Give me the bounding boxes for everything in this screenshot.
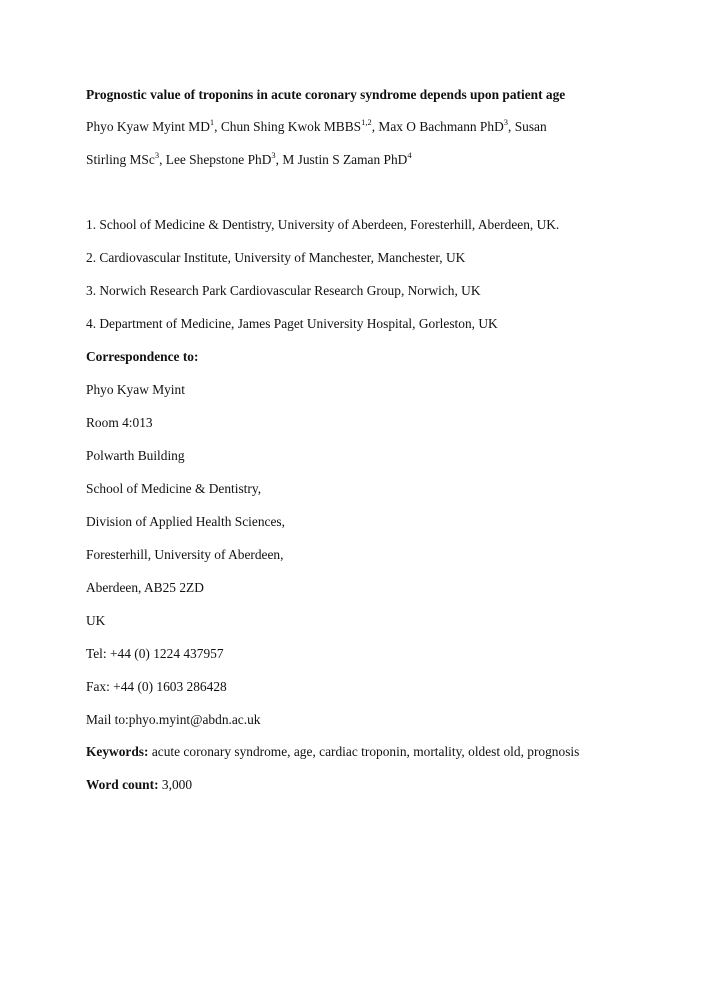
keywords-line bbox=[86, 744, 579, 760]
correspondence-division: Division of Applied Health Sciences, bbox=[86, 514, 285, 529]
correspondence-room: Room 4:013 bbox=[86, 415, 153, 430]
author-name: , Susan bbox=[508, 119, 547, 134]
document-page bbox=[86, 0, 686, 1000]
word-count-label: Word count: bbox=[86, 777, 159, 792]
word-count-value: 3,000 bbox=[158, 777, 193, 792]
affiliation-superscript: 4 bbox=[407, 149, 412, 160]
author-name: , Max O Bachmann PhD bbox=[371, 119, 504, 134]
author-name: , Chun Shing Kwok MBBS bbox=[214, 119, 362, 134]
correspondence-country: UK bbox=[86, 613, 106, 628]
author-line-1 bbox=[86, 116, 547, 135]
correspondence-building: Polwarth Building bbox=[86, 448, 185, 463]
affiliation-superscript: 1 bbox=[209, 116, 215, 127]
author-name: Phyo Kyaw Myint MD bbox=[86, 119, 210, 134]
affiliation-4: 4. Department of Medicine, James Paget University Hospital, Gorleston, UK bbox=[86, 316, 498, 331]
correspondence-university: Foresterhill, University of Aberdeen, bbox=[86, 547, 284, 562]
keywords-label: Keywords: bbox=[86, 744, 149, 759]
correspondence-email: Mail to:phyo.myint@abdn.ac.uk bbox=[86, 712, 261, 727]
affiliation-superscript: 1,2 bbox=[361, 116, 372, 127]
affiliation-1: 1. School of Medicine & Dentistry, University of Aberdeen, Foresterhill, Aberdeen, UK. bbox=[86, 217, 560, 232]
word-count-line bbox=[86, 777, 192, 793]
correspondence-school: School of Medicine & Dentistry, bbox=[86, 481, 262, 496]
author-name: , M Justin S Zaman PhD bbox=[275, 152, 408, 167]
affiliation-superscript: 3 bbox=[271, 149, 276, 160]
correspondence-city: Aberdeen, AB25 2ZD bbox=[86, 580, 204, 595]
author-name: , Lee Shepstone PhD bbox=[159, 152, 272, 167]
correspondence-fax: Fax: +44 (0) 1603 286428 bbox=[86, 679, 227, 694]
correspondence-tel: Tel: +44 (0) 1224 437957 bbox=[86, 646, 224, 661]
correspondence-heading: Correspondence to: bbox=[86, 349, 199, 364]
affiliation-3: 3. Norwich Research Park Cardiovascular Research Group, Norwich, UK bbox=[86, 283, 481, 298]
author-name: Stirling MSc bbox=[86, 152, 155, 167]
author-line-2 bbox=[86, 149, 412, 168]
affiliation-superscript: 3 bbox=[503, 116, 508, 127]
affiliation-superscript: 3 bbox=[154, 149, 160, 160]
keywords-text: acute coronary syndrome, age, cardiac troponin, mortality, oldest old, prognosis bbox=[148, 744, 580, 759]
paper-title: Prognostic value of troponins in acute coronary syndrome depends upon patient age bbox=[86, 87, 566, 102]
correspondence-name: Phyo Kyaw Myint bbox=[86, 382, 185, 397]
affiliation-2: 2. Cardiovascular Institute, University of Manchester, Manchester, UK bbox=[86, 250, 466, 265]
